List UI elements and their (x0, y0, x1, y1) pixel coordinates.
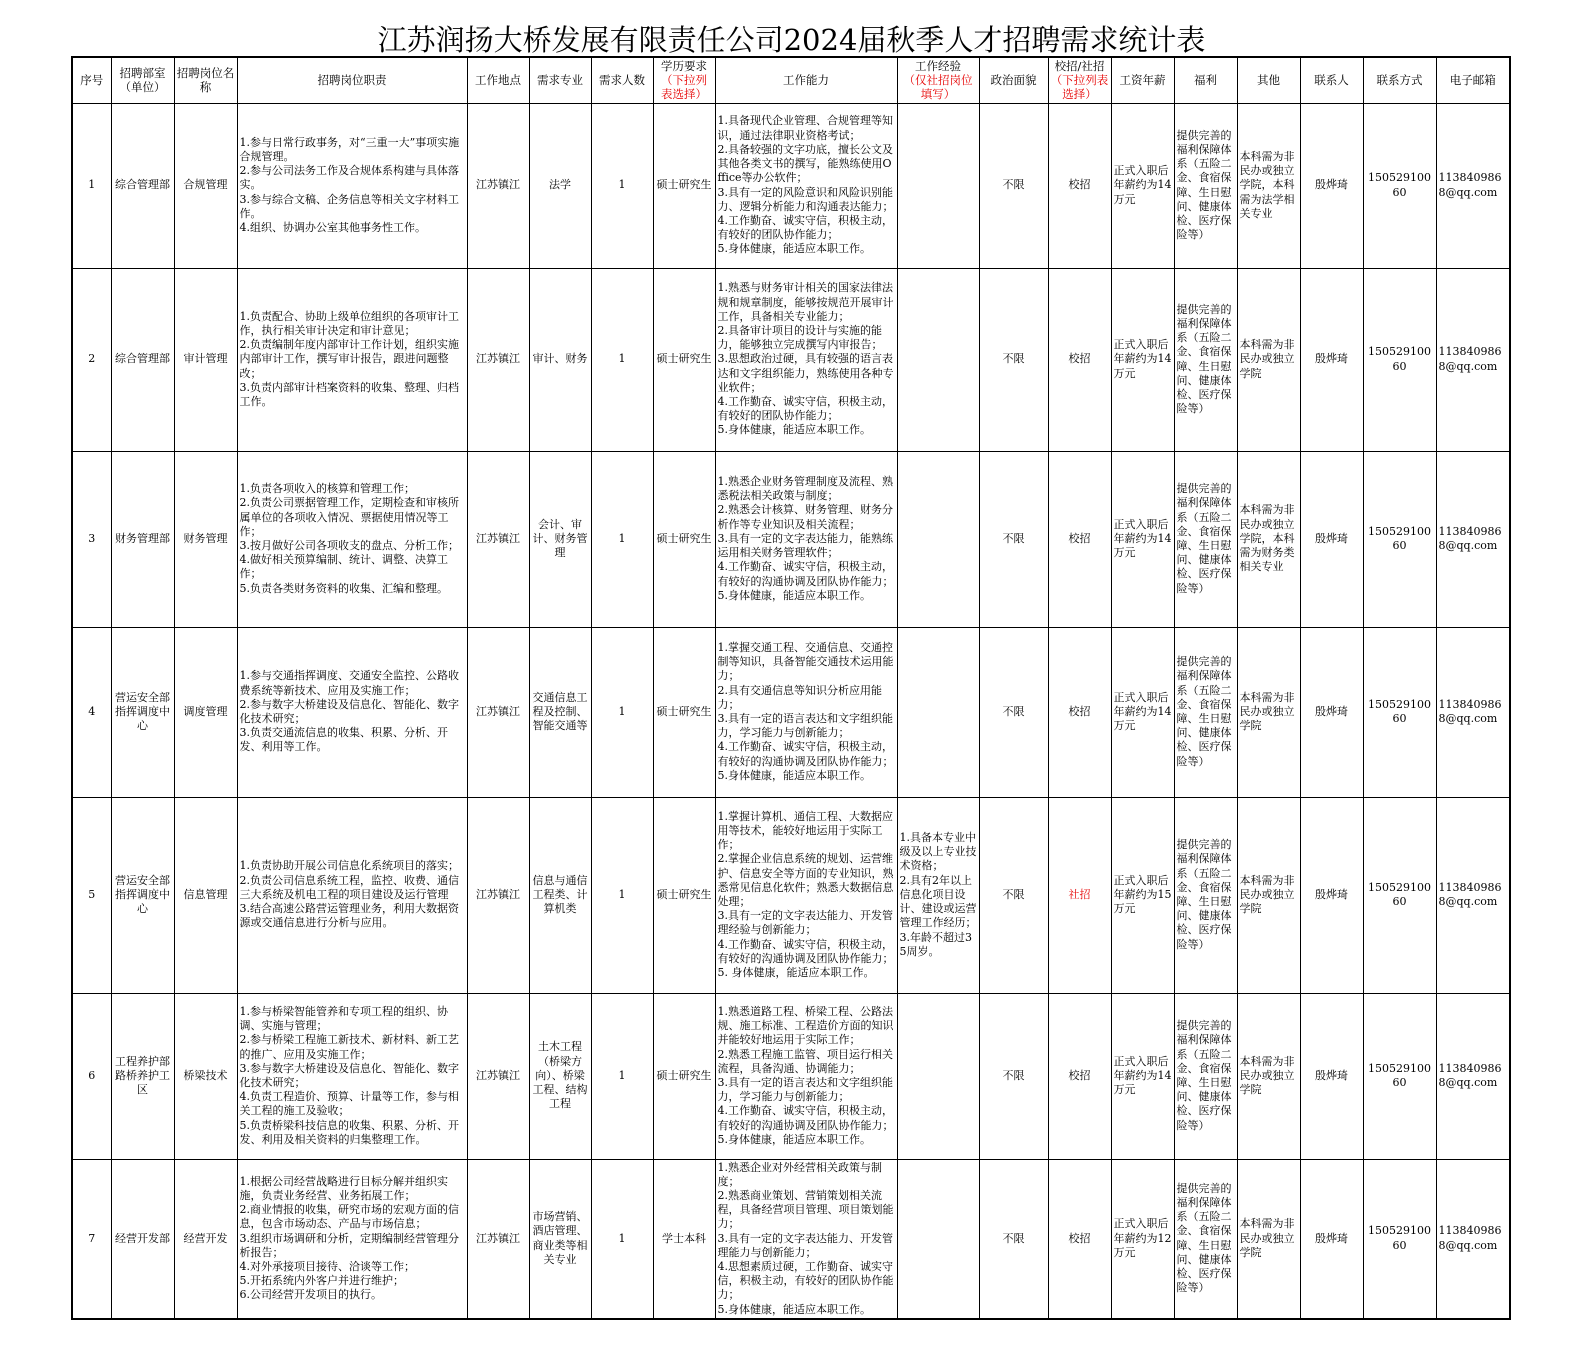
header-location: 工作地点 (467, 57, 529, 103)
cell-location: 江苏镇江 (467, 103, 529, 268)
cell-ability: 1.熟悉企业财务管理制度及流程、熟悉税法相关政策与制度； 2.熟悉会计核算、财务管理、财务分析作等专业知识及相关流程； 3.具有一定的文字表达能力，能熟练运用相关财务管理软件； 4.工作勤奋、诚实守信，积极主动，有较好的沟通协调及团队协作能力； 5.身体健康，能适应本职工作。 (715, 451, 897, 627)
cell-count: 1 (591, 627, 653, 797)
cell-contact: 殷烨琦 (1300, 103, 1363, 268)
cell-ability: 1.熟悉道路工程、桥梁工程、公路法规、施工标准、工程造价方面的知识并能较好地运用于实际工作； 2.熟悉工程施工监管、项目运行相关流程，具备沟通、协调能力； 3.具有一定的语言表达和文字组织能力，学习能力与创新能力； 4.工作勤奋、诚实守信，积极主动，有较好的沟通协调及团队协作能力； 5.身体健康，能适应本职工作。 (715, 993, 897, 1159)
header-edu-note: （下拉列表选择） (661, 73, 707, 102)
cell-email: 1138409868@qq.com (1436, 103, 1510, 268)
cell-recruit-type: 社招 (1048, 797, 1111, 993)
header-welfare: 福利 (1174, 57, 1237, 103)
cell-salary: 正式入职后年薪约为14万元 (1111, 103, 1174, 268)
cell-ability: 1.具备现代企业管理、合规管理等知识，通过法律职业资格考试； 2.具备较强的文字功底，擅长公文及其他各类文书的撰写，能熟练使用Office等办公软件； 3.具有一定的风险意识和风险识别能力、逻辑分析能力和沟通表达能力； 4.工作勤奋、诚实守信，积极主动，有较好的团队协作能力； 5.身体健康，能适应本职工作。 (715, 103, 897, 268)
cell-major: 审计、财务 (529, 268, 591, 451)
cell-salary: 正式入职后年薪约为15万元 (1111, 797, 1174, 993)
cell-duty: 1.负责各项收入的核算和管理工作； 2.负责公司票据管理工作，定期检查和审核所属单位的各项收入情况、票据使用情况等工作； 3.按月做好公司各项收支的盘点、分析工作； 4.做好相关预算编制、统计、调整、决算工作； 5.负责各类财务资料的收集、汇编和整理。 (237, 451, 467, 627)
cell-experience (897, 451, 979, 627)
cell-count: 1 (591, 103, 653, 268)
cell-salary: 正式入职后年薪约为12万元 (1111, 1159, 1174, 1319)
cell-experience (897, 627, 979, 797)
header-edu-label: 学历要求 (661, 59, 707, 74)
table-row (72, 993, 1510, 1159)
cell-welfare: 提供完善的福利保障体系（五险二金、食宿保障、生日慰问、健康体检、医疗保险等） (1174, 993, 1237, 1159)
cell-welfare: 提供完善的福利保障体系（五险二金、食宿保障、生日慰问、健康体检、医疗保险等） (1174, 451, 1237, 627)
cell-email: 1138409868@qq.com (1436, 451, 1510, 627)
cell-seq: 1 (72, 103, 111, 268)
cell-phone: 15052910060 (1363, 451, 1436, 627)
cell-major: 交通信息工程及控制、智能交通等 (529, 627, 591, 797)
cell-welfare: 提供完善的福利保障体系（五险二金、食宿保障、生日慰问、健康体检、医疗保险等） (1174, 268, 1237, 451)
cell-edu: 硕士研究生 (653, 627, 715, 797)
cell-politics: 不限 (979, 451, 1048, 627)
cell-major: 会计、审计、财务管理 (529, 451, 591, 627)
cell-seq: 2 (72, 268, 111, 451)
cell-duty: 1.参与交通指挥调度、交通安全监控、公路收费系统等新技术、应用及实施工作； 2.参与数字大桥建设及信息化、智能化、数字化技术研究； 3.负责交通流信息的收集、积累、分析、开发、利用等工作。 (237, 627, 467, 797)
cell-major: 信息与通信工程类、计算机类 (529, 797, 591, 993)
header-duty: 招聘岗位职责 (237, 57, 467, 103)
cell-phone: 15052910060 (1363, 797, 1436, 993)
cell-experience (897, 993, 979, 1159)
cell-seq: 6 (72, 993, 111, 1159)
cell-salary: 正式入职后年薪约为14万元 (1111, 268, 1174, 451)
cell-seq: 3 (72, 451, 111, 627)
cell-contact: 殷烨琦 (1300, 797, 1363, 993)
cell-salary: 正式入职后年薪约为14万元 (1111, 993, 1174, 1159)
cell-dept: 综合管理部 (111, 103, 174, 268)
cell-duty: 1.根据公司经营战略进行目标分解并组织实施，负责业务经营、业务拓展工作； 2.商业情报的收集，研究市场的宏观方面的信息，包含市场动态、产品与市场信息； 3.组织市场调研和分析，定期编制经营管理分析报告； 4.对外承接项目接待、洽谈等工作； 5.开拓系统内外客户并进行维护； 6.公司经营开发项目的执行。 (237, 1159, 467, 1319)
cell-email: 1138409868@qq.com (1436, 993, 1510, 1159)
cell-email: 1138409868@qq.com (1436, 797, 1510, 993)
cell-other: 本科需为非民办或独立学院 (1237, 797, 1300, 993)
header-row (72, 57, 1510, 103)
cell-phone: 15052910060 (1363, 268, 1436, 451)
table-row (72, 103, 1510, 268)
cell-phone: 15052910060 (1363, 993, 1436, 1159)
table-row (72, 627, 1510, 797)
cell-seq: 4 (72, 627, 111, 797)
cell-count: 1 (591, 451, 653, 627)
cell-contact: 殷烨琦 (1300, 993, 1363, 1159)
header-edu (653, 57, 715, 103)
cell-count: 1 (591, 268, 653, 451)
cell-duty: 1.负责配合、协助上级单位组织的各项审计工作，执行相关审计决定和审计意见； 2.负责编制年度内部审计工作计划，组织实施内部审计工作，撰写审计报告，跟进问题整改； 3.负责内部审计档案资料的收集、整理、归档工作。 (237, 268, 467, 451)
cell-other: 本科需为非民办或独立学院 (1237, 627, 1300, 797)
header-seq: 序号 (72, 57, 111, 103)
cell-politics: 不限 (979, 103, 1048, 268)
header-recruit-type-label: 校招/社招 (1054, 59, 1105, 74)
header-experience-note: （仅社招岗位填写） (903, 73, 973, 102)
table-row (72, 1159, 1510, 1319)
cell-edu: 学士本科 (653, 1159, 715, 1319)
header-dept: 招聘部室（单位） (111, 57, 174, 103)
header-major: 需求专业 (529, 57, 591, 103)
cell-welfare: 提供完善的福利保障体系（五险二金、食宿保障、生日慰问、健康体检、医疗保险等） (1174, 1159, 1237, 1319)
header-other: 其他 (1237, 57, 1300, 103)
cell-experience (897, 268, 979, 451)
header-salary: 工资年薪 (1111, 57, 1174, 103)
cell-phone: 15052910060 (1363, 627, 1436, 797)
cell-location: 江苏镇江 (467, 797, 529, 993)
header-experience (897, 57, 979, 103)
cell-edu: 硕士研究生 (653, 797, 715, 993)
cell-post: 财务管理 (174, 451, 237, 627)
header-phone: 联系方式 (1363, 57, 1436, 103)
cell-count: 1 (591, 797, 653, 993)
cell-politics: 不限 (979, 627, 1048, 797)
cell-count: 1 (591, 993, 653, 1159)
header-experience-label: 工作经验 (915, 59, 961, 74)
cell-experience (897, 1159, 979, 1319)
cell-count: 1 (591, 1159, 653, 1319)
header-ability: 工作能力 (715, 57, 897, 103)
cell-other: 本科需为非民办或独立学院 (1237, 1159, 1300, 1319)
header-count: 需求人数 (591, 57, 653, 103)
cell-duty: 1.负责协助开展公司信息化系统项目的落实； 2.负责公司信息系统工程，监控、收费、通信三大系统及机电工程的项目建设及运行管理 3.结合高速公路营运管理业务，利用大数据资源或交通信息进行分析与应用。 (237, 797, 467, 993)
cell-post: 桥梁技术 (174, 993, 237, 1159)
header-politics: 政治面貌 (979, 57, 1048, 103)
cell-contact: 殷烨琦 (1300, 1159, 1363, 1319)
cell-contact: 殷烨琦 (1300, 451, 1363, 627)
cell-dept: 综合管理部 (111, 268, 174, 451)
cell-location: 江苏镇江 (467, 993, 529, 1159)
cell-seq: 7 (72, 1159, 111, 1319)
cell-recruit-type: 校招 (1048, 1159, 1111, 1319)
cell-phone: 15052910060 (1363, 1159, 1436, 1319)
table-row (72, 797, 1510, 993)
cell-seq: 5 (72, 797, 111, 993)
cell-recruit-type: 校招 (1048, 451, 1111, 627)
cell-contact: 殷烨琦 (1300, 268, 1363, 451)
table-body (72, 103, 1510, 1319)
cell-contact: 殷烨琦 (1300, 627, 1363, 797)
cell-politics: 不限 (979, 1159, 1048, 1319)
cell-post: 经营开发 (174, 1159, 237, 1319)
cell-recruit-type: 校招 (1048, 993, 1111, 1159)
header-post: 招聘岗位名称 (174, 57, 237, 103)
cell-location: 江苏镇江 (467, 451, 529, 627)
table-row (72, 451, 1510, 627)
cell-location: 江苏镇江 (467, 1159, 529, 1319)
cell-dept: 营运安全部指挥调度中心 (111, 797, 174, 993)
header-contact: 联系人 (1300, 57, 1363, 103)
cell-recruit-type: 校招 (1048, 103, 1111, 268)
cell-ability: 1.熟悉企业对外经营相关政策与制度； 2.熟悉商业策划、营销策划相关流程，具备经营项目管理、项目策划能力； 3.具有一定的文字表达能力、开发管理能力与创新能力； 4.思想素质过硬，工作勤奋、诚实守信，积极主动，有较好的团队协作能力； 5.身体健康，能适应本职工作。 (715, 1159, 897, 1319)
cell-salary: 正式入职后年薪约为14万元 (1111, 451, 1174, 627)
cell-dept: 财务管理部 (111, 451, 174, 627)
cell-duty: 1.参与日常行政事务，对“三重一大”事项实施合规管理。 2.参与公司法务工作及合规体系构建与具体落实。 3.参与综合文稿、企务信息等相关文字材料工作。 4.组织、协调办公室其他事务性工作。 (237, 103, 467, 268)
header-recruit-type (1048, 57, 1111, 103)
cell-email: 1138409868@qq.com (1436, 627, 1510, 797)
cell-edu: 硕士研究生 (653, 451, 715, 627)
cell-edu: 硕士研究生 (653, 103, 715, 268)
table-row (72, 268, 1510, 451)
cell-ability: 1.熟悉与财务审计相关的国家法律法规和规章制度，能够按规范开展审计工作，具备相关专业能力； 2.具备审计项目的设计与实施的能力，能够独立完成撰写内审报告； 3.思想政治过硬，具有较强的语言表达和文字组织能力，熟练使用各种专业软件； 4.工作勤奋、诚实守信，积极主动，有较好的团队协作能力； 5.身体健康，能适应本职工作。 (715, 268, 897, 451)
cell-duty: 1.参与桥梁智能管养和专项工程的组织、协调、实施与管理； 2.参与桥梁工程施工新技术、新材料、新工艺的推广、应用及实施工作； 3.参与数字大桥建设及信息化、智能化、数字化技术研究； 4.负责工程造价、预算、计量等工作，参与相关工程的施工及验收； 5.负责桥梁科技信息的收集、积累、分析、开发、利用及相关资料的归集整理工作。 (237, 993, 467, 1159)
cell-major: 市场营销、酒店管理、商业类等相关专业 (529, 1159, 591, 1319)
cell-politics: 不限 (979, 993, 1048, 1159)
cell-welfare: 提供完善的福利保障体系（五险二金、食宿保障、生日慰问、健康体检、医疗保险等） (1174, 797, 1237, 993)
cell-edu: 硕士研究生 (653, 268, 715, 451)
cell-recruit-type: 校招 (1048, 627, 1111, 797)
cell-dept: 经营开发部 (111, 1159, 174, 1319)
cell-politics: 不限 (979, 268, 1048, 451)
cell-post: 调度管理 (174, 627, 237, 797)
cell-experience: 1.具备本专业中级及以上专业技术资格； 2.具有2年以上信息化项目设计、建设或运营管理工作经历； 3.年龄不超过35周岁。 (897, 797, 979, 993)
header-email: 电子邮箱 (1436, 57, 1510, 103)
cell-email: 1138409868@qq.com (1436, 1159, 1510, 1319)
cell-post: 审计管理 (174, 268, 237, 451)
cell-other: 本科需为非民办或独立学院 (1237, 993, 1300, 1159)
cell-location: 江苏镇江 (467, 268, 529, 451)
cell-major: 法学 (529, 103, 591, 268)
cell-recruit-type: 校招 (1048, 268, 1111, 451)
cell-welfare: 提供完善的福利保障体系（五险二金、食宿保障、生日慰问、健康体检、医疗保险等） (1174, 627, 1237, 797)
cell-other: 本科需为非民办或独立学院，本科需为财务类相关专业 (1237, 451, 1300, 627)
cell-major: 土木工程（桥梁方向）、桥梁工程、结构工程 (529, 993, 591, 1159)
page-title: 江苏润扬大桥发展有限责任公司2024届秋季人才招聘需求统计表 (377, 23, 1206, 57)
cell-edu: 硕士研究生 (653, 993, 715, 1159)
cell-politics: 不限 (979, 797, 1048, 993)
cell-dept: 营运安全部指挥调度中心 (111, 627, 174, 797)
cell-experience (897, 103, 979, 268)
cell-salary: 正式入职后年薪约为14万元 (1111, 627, 1174, 797)
cell-email: 1138409868@qq.com (1436, 268, 1510, 451)
cell-post: 合规管理 (174, 103, 237, 268)
cell-phone: 15052910060 (1363, 103, 1436, 268)
cell-ability: 1.掌握计算机、通信工程、大数据应用等技术，能较好地运用于实际工作； 2.掌握企业信息系统的规划、运营维护、信息安全等方面的专业知识，熟悉常见信息化软件；熟悉大数据信息处理； 3.具有一定的文字表达能力、开发管理经验与创新能力； 4.工作勤奋、诚实守信，积极主动，有较好的沟通协调及团队协作能力； 5. 身体健康，能适应本职工作。 (715, 797, 897, 993)
cell-post: 信息管理 (174, 797, 237, 993)
cell-other: 本科需为非民办或独立学院，本科需为法学相关专业 (1237, 103, 1300, 268)
cell-welfare: 提供完善的福利保障体系（五险二金、食宿保障、生日慰问、健康体检、医疗保险等） (1174, 103, 1237, 268)
cell-other: 本科需为非民办或独立学院 (1237, 268, 1300, 451)
header-recruit-type-note: （下拉列表选择） (1050, 73, 1109, 102)
cell-ability: 1.掌握交通工程、交通信息、交通控制等知识，具备智能交通技术运用能力； 2.具有交通信息等知识分析应用能力； 3.具有一定的语言表达和文字组织能力，学习能力与创新能力； 4.工作勤奋、诚实守信，积极主动，有较好的沟通协调及团队协作能力； 5.身体健康，能适应本职工作。 (715, 627, 897, 797)
recruitment-table (71, 56, 1511, 1320)
cell-location: 江苏镇江 (467, 627, 529, 797)
cell-dept: 工程养护部路桥养护工区 (111, 993, 174, 1159)
